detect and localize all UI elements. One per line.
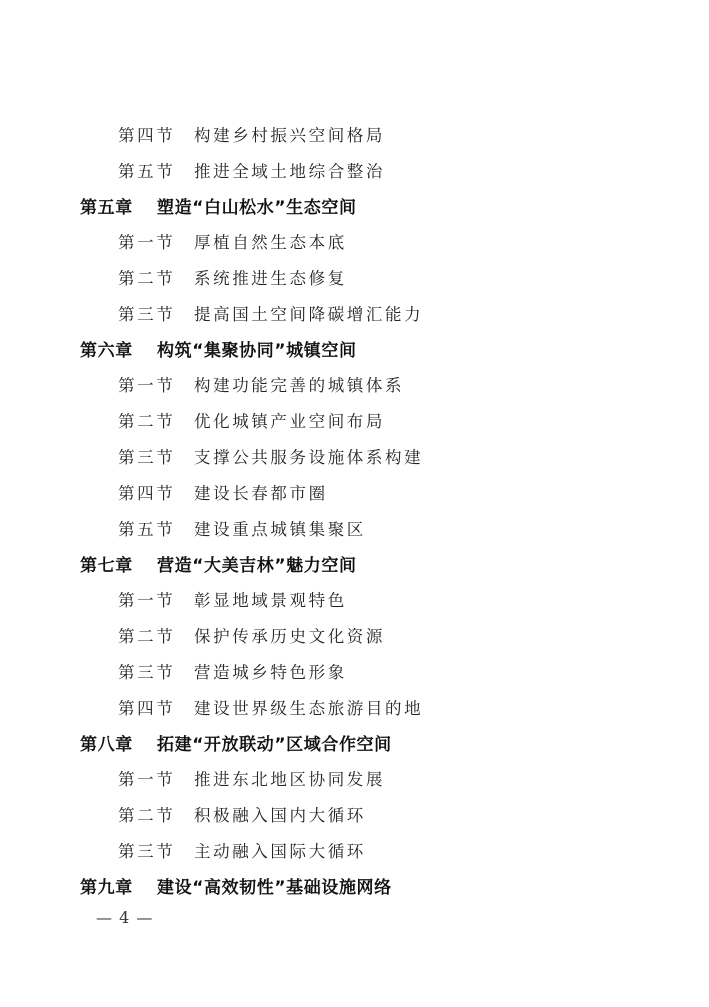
section-number: 第三节 — [118, 304, 176, 324]
section-title: 构建功能完善的城镇体系 — [194, 376, 405, 396]
toc-chapter-entry — [0, 188, 709, 224]
section-number: 第一节 — [118, 376, 176, 396]
section-title: 营造城乡特色形象 — [194, 662, 347, 682]
section-title: 提高国土空间降碳增汇能力 — [194, 304, 424, 324]
section-title: 系统推进生态修复 — [194, 269, 347, 289]
section-number: 第二节 — [118, 412, 176, 432]
section-title: 积极融入国内大循环 — [194, 806, 366, 826]
toc-section-entry — [0, 438, 709, 474]
page-number: — 4 — — [96, 908, 154, 927]
section-title: 主动融入国际大循环 — [194, 841, 366, 861]
toc-chapter-entry — [0, 725, 709, 761]
section-number: 第一节 — [118, 591, 176, 611]
section-title: 厚植自然生态本底 — [194, 233, 347, 253]
section-title: 推进东北地区协同发展 — [194, 770, 385, 790]
chapter-number: 第五章 — [80, 197, 133, 218]
table-of-contents — [0, 116, 709, 904]
section-number: 第四节 — [118, 125, 176, 145]
section-number: 第三节 — [118, 448, 176, 468]
chapter-number: 第九章 — [80, 878, 133, 899]
toc-section-entry — [0, 367, 709, 403]
section-title: 建设世界级生态旅游目的地 — [194, 698, 424, 718]
toc-section-entry — [0, 689, 709, 725]
toc-section-entry — [0, 510, 709, 546]
section-title: 保护传承历史文化资源 — [194, 627, 385, 647]
section-number: 第一节 — [118, 233, 176, 253]
toc-section-entry — [0, 116, 709, 152]
section-title: 优化城镇产业空间布局 — [194, 412, 385, 432]
section-number: 第四节 — [118, 483, 176, 503]
toc-section-entry — [0, 581, 709, 617]
chapter-title: 塑造“白山松水”生态空间 — [157, 197, 357, 218]
chapter-title: 构筑“集聚协同”城镇空间 — [157, 341, 357, 362]
chapter-title: 建设“高效韧性”基础设施网络 — [157, 878, 392, 899]
toc-section-entry — [0, 259, 709, 295]
section-title: 推进全域土地综合整治 — [194, 161, 385, 181]
toc-section-entry — [0, 223, 709, 259]
chapter-title: 营造“大美吉林”魅力空间 — [157, 555, 357, 576]
toc-section-entry — [0, 760, 709, 796]
section-number: 第二节 — [118, 806, 176, 826]
section-number: 第四节 — [118, 698, 176, 718]
chapter-number: 第八章 — [80, 734, 133, 755]
section-number: 第三节 — [118, 841, 176, 861]
section-title: 建设重点城镇集聚区 — [194, 519, 366, 539]
section-number: 第五节 — [118, 519, 176, 539]
section-title: 支撑公共服务设施体系构建 — [194, 448, 424, 468]
toc-section-entry — [0, 832, 709, 868]
toc-section-entry — [0, 474, 709, 510]
section-title: 彰显地域景观特色 — [194, 591, 347, 611]
toc-section-entry — [0, 152, 709, 188]
toc-section-entry — [0, 402, 709, 438]
section-number: 第五节 — [118, 161, 176, 181]
toc-section-entry — [0, 617, 709, 653]
section-title: 建设长春都市圈 — [194, 483, 328, 503]
toc-section-entry — [0, 653, 709, 689]
chapter-number: 第六章 — [80, 341, 133, 362]
section-number: 第一节 — [118, 770, 176, 790]
toc-section-entry — [0, 796, 709, 832]
section-number: 第三节 — [118, 662, 176, 682]
toc-chapter-entry — [0, 546, 709, 582]
toc-chapter-entry — [0, 868, 709, 904]
chapter-number: 第七章 — [80, 555, 133, 576]
toc-chapter-entry — [0, 331, 709, 367]
section-title: 构建乡村振兴空间格局 — [194, 125, 385, 145]
toc-section-entry — [0, 295, 709, 331]
chapter-title: 拓建“开放联动”区域合作空间 — [157, 734, 392, 755]
section-number: 第二节 — [118, 269, 176, 289]
section-number: 第二节 — [118, 627, 176, 647]
